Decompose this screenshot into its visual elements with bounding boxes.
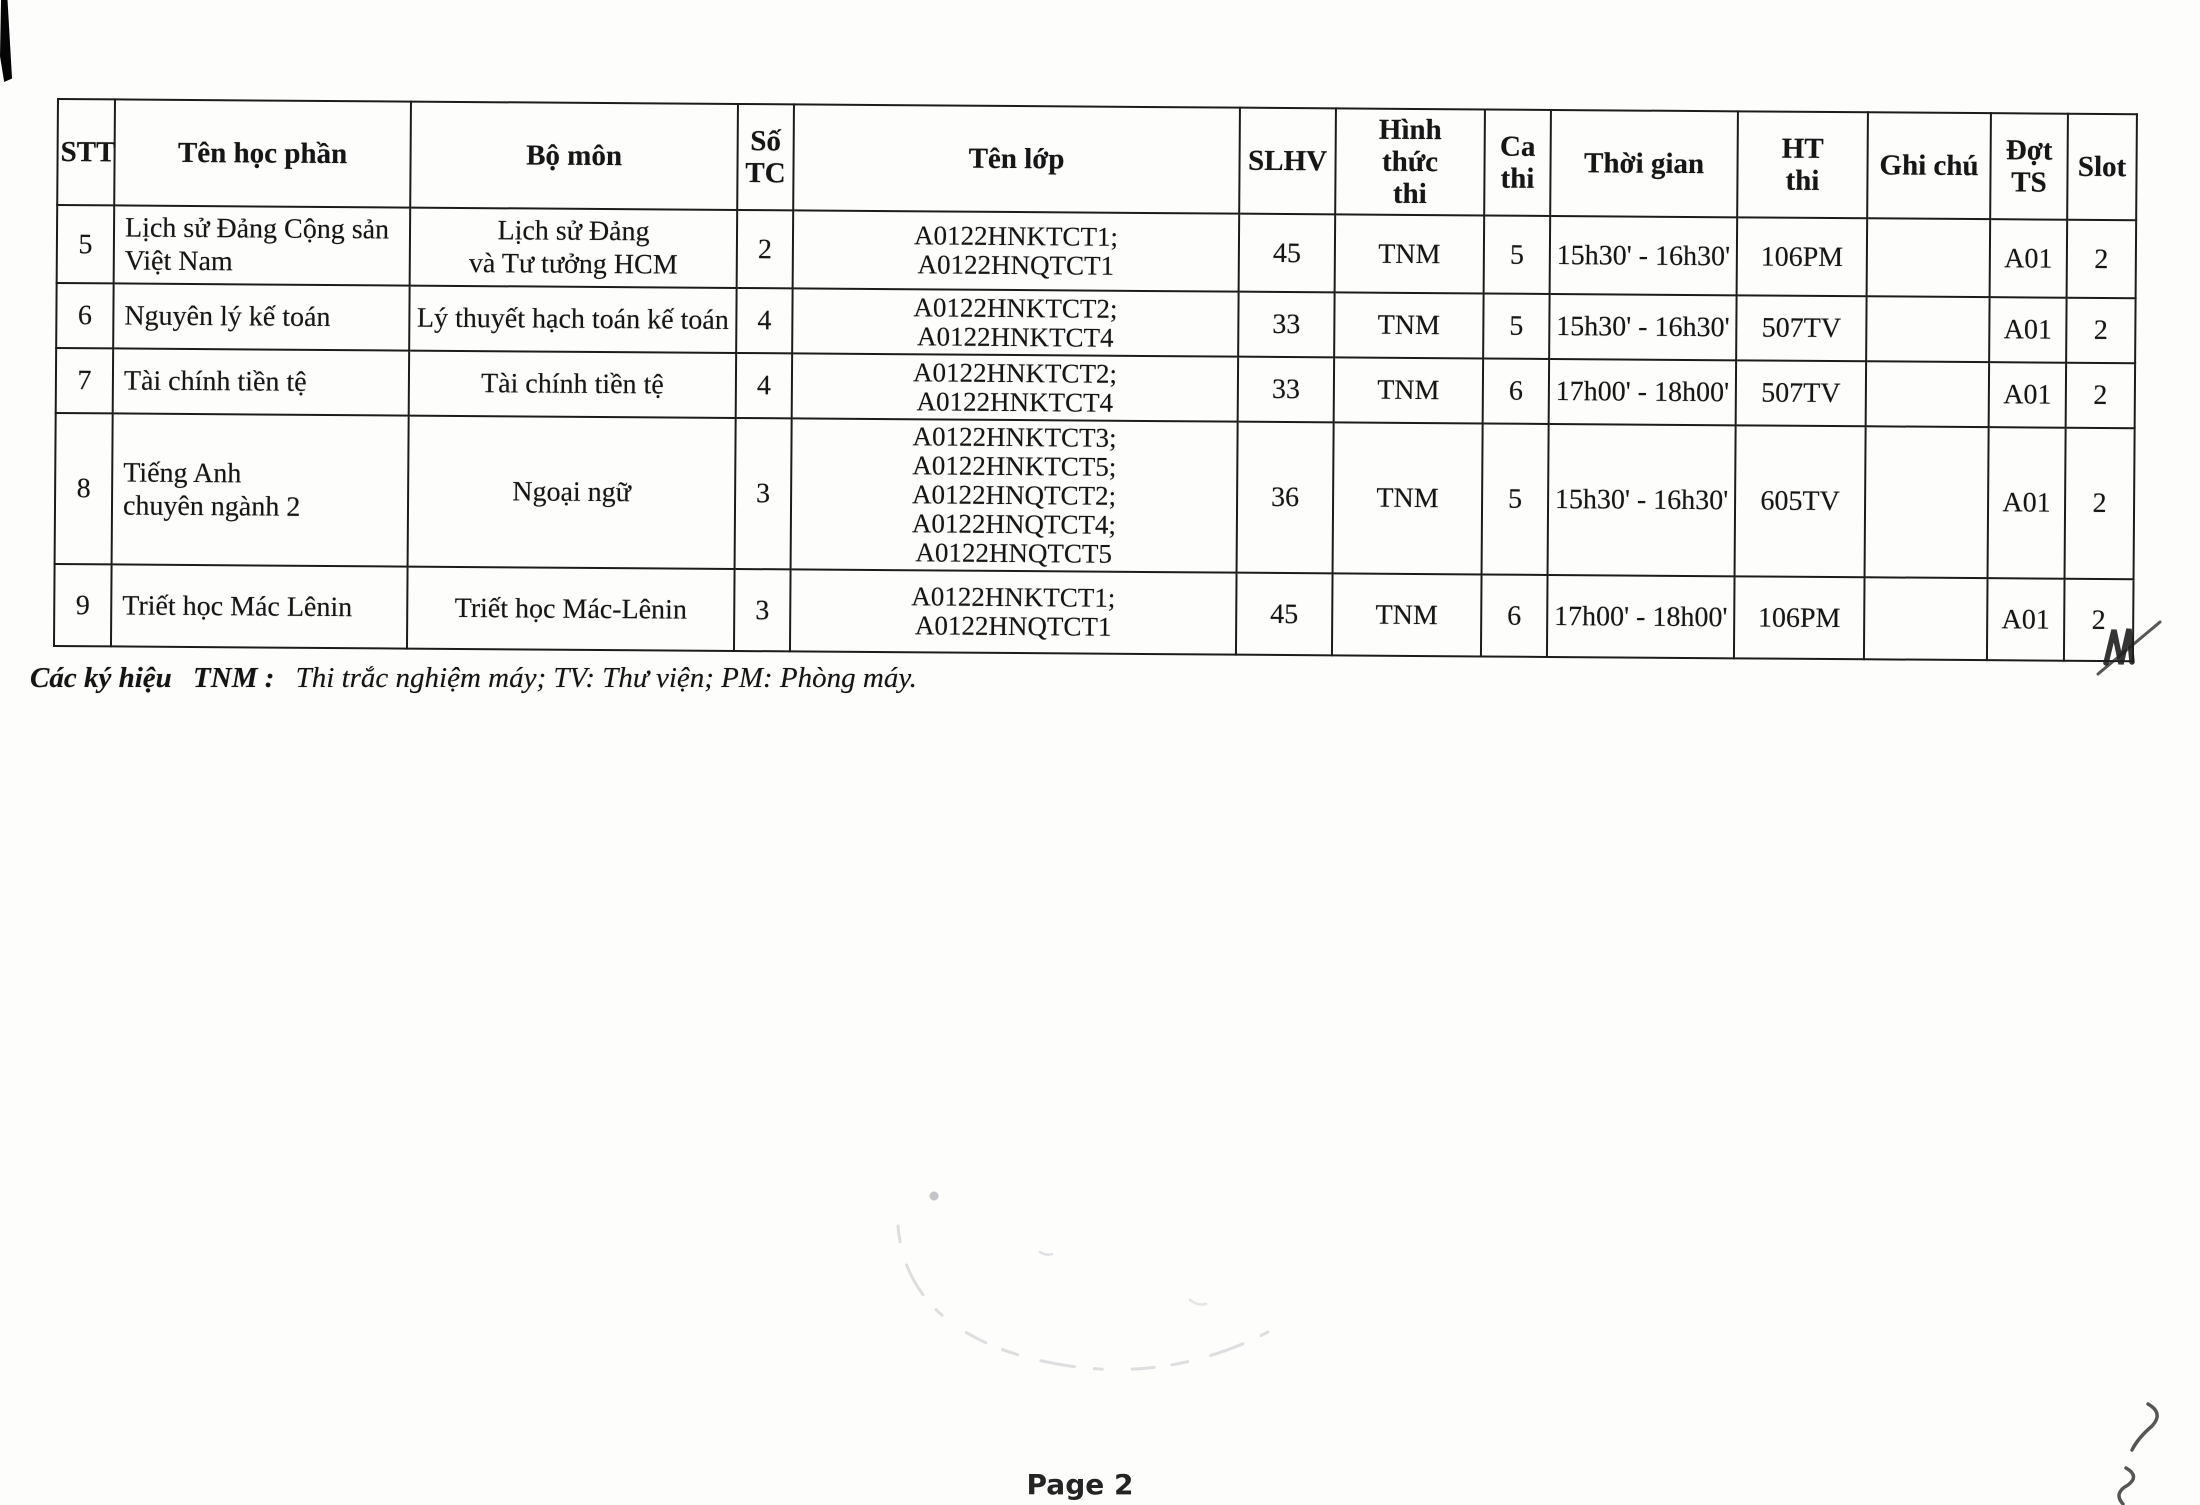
cell-stt: 9 [54,564,112,646]
cell-room: 605TV [1735,425,1866,577]
col-header-time: Thời gian [1550,110,1738,217]
cell-stt: 8 [55,413,113,564]
cell-room: 106PM [1734,576,1865,659]
cell-room: 507TV [1736,295,1866,361]
cell-stt: 7 [56,348,113,413]
cell-slhv: 33 [1238,357,1334,423]
cell-course: Triết học Mác Lênin [111,564,408,648]
cell-note [1864,577,1988,660]
exam-schedule-table [53,98,2138,662]
cell-shift: 6 [1483,358,1549,423]
stamp-trace [898,1192,1268,1370]
page-number: Page 2 [1026,1468,1134,1501]
col-header-batch: Đợt TS [1990,113,2068,220]
cell-slhv: 45 [1239,214,1336,293]
col-header-course: Tên học phần [114,99,411,207]
cell-time: 15h30' - 16h30' [1549,294,1736,360]
cell-shift: 5 [1484,215,1551,293]
cell-dept: Ngoại ngữ [408,416,736,569]
table-row [57,205,2137,298]
col-header-room: HT thi [1737,111,1868,218]
cell-note [1866,361,1989,427]
cell-course: Lịch sử Đảng Cộng sản Việt Nam [114,205,411,285]
cell-slot: 2 [2066,363,2135,429]
cell-time: 15h30' - 16h30' [1548,424,1736,576]
col-header-credits: Số TC [737,104,794,210]
cell-slot: 2 [2067,220,2137,299]
cell-course: Tiếng Anh chuyên ngành 2 [112,413,409,566]
cell-dept: Lý thuyết hạch toán kế toán [409,286,736,353]
legend-tnm-abbrev: TNM : [193,662,275,694]
cell-time: 17h00' - 18h00' [1547,575,1735,658]
cell-dept: Lịch sử Đảng và Tư tưởng HCM [410,208,738,288]
cell-stt: 6 [56,283,113,348]
table-row [55,413,2135,579]
cell-dept: Tài chính tiền tệ [409,351,736,418]
cell-shift: 5 [1483,293,1549,358]
cell-classes: A0122HNKTCT3; A0122HNKTCT5; A0122HNQTCT2; A0122HNQTCT4; A0122HNQTCT5 [791,418,1238,572]
symbols-legend [30,662,917,695]
cell-slhv: 36 [1237,422,1334,574]
exam-schedule-table-wrap [53,98,2138,662]
legend-text: Thi trắc nghiệm máy; TV: Thư viện; PM: Phòng máy. [295,662,917,694]
cell-classes: A0122HNKTCT2; A0122HNKTCT4 [792,353,1238,421]
scan-artifact-corner [0,0,14,82]
cell-format: TNM [1333,422,1483,574]
cell-credits: 4 [736,353,792,418]
cell-stt: 5 [57,205,115,283]
table-row [54,564,2134,661]
handwritten-squiggle [2119,1404,2157,1504]
cell-course: Tài chính tiền tệ [113,348,409,415]
cell-batch: A01 [1990,219,2068,298]
cell-shift: 5 [1482,423,1549,574]
col-header-note: Ghi chú [1867,112,1991,219]
col-header-shift: Ca thi [1484,109,1551,215]
cell-slot: 2 [2066,298,2135,364]
cell-note [1866,296,1989,362]
cell-batch: A01 [1988,427,2066,579]
cell-format: TNM [1332,573,1482,656]
cell-format: TNM [1334,357,1483,423]
cell-classes: A0122HNKTCT1; A0122HNQTCT1 [793,210,1240,291]
cell-dept: Triết học Mác-Lênin [407,567,735,651]
col-header-slhv: SLHV [1239,108,1336,215]
cell-classes: A0122HNKTCT2; A0122HNKTCT4 [792,288,1238,356]
cell-note [1867,218,1991,297]
cell-room: 106PM [1737,217,1868,296]
cell-slhv: 33 [1238,292,1334,358]
legend-label: Các ký hiệu [30,662,172,694]
cell-shift: 6 [1481,574,1548,656]
cell-format: TNM [1334,292,1483,358]
cell-classes: A0122HNKTCT1; A0122HNQTCT1 [790,569,1237,654]
cell-course: Nguyên lý kế toán [113,283,409,350]
cell-room: 507TV [1736,360,1866,426]
col-header-slot: Slot [2067,114,2137,221]
cell-batch: A01 [1989,297,2066,363]
cell-time: 17h00' - 18h00' [1549,359,1736,425]
cell-batch: A01 [1987,578,2065,661]
col-header-stt: STT [57,99,115,205]
cell-slot: 2 [2065,428,2135,580]
col-header-dept: Bộ môn [410,102,738,210]
col-header-class-name: Tên lớp [793,104,1240,213]
cell-format: TNM [1335,214,1485,293]
cell-note [1865,426,1989,578]
col-header-format: Hình thức thi [1335,108,1485,215]
cell-credits: 3 [734,569,791,651]
cell-credits: 4 [736,288,792,353]
cell-time: 15h30' - 16h30' [1550,216,1738,295]
cell-credits: 3 [735,418,792,569]
cell-credits: 2 [737,210,794,288]
table-header-row [57,99,2137,220]
cell-slot: 2 [2064,579,2134,662]
cell-batch: A01 [1989,362,2066,428]
cell-slhv: 45 [1236,573,1333,656]
